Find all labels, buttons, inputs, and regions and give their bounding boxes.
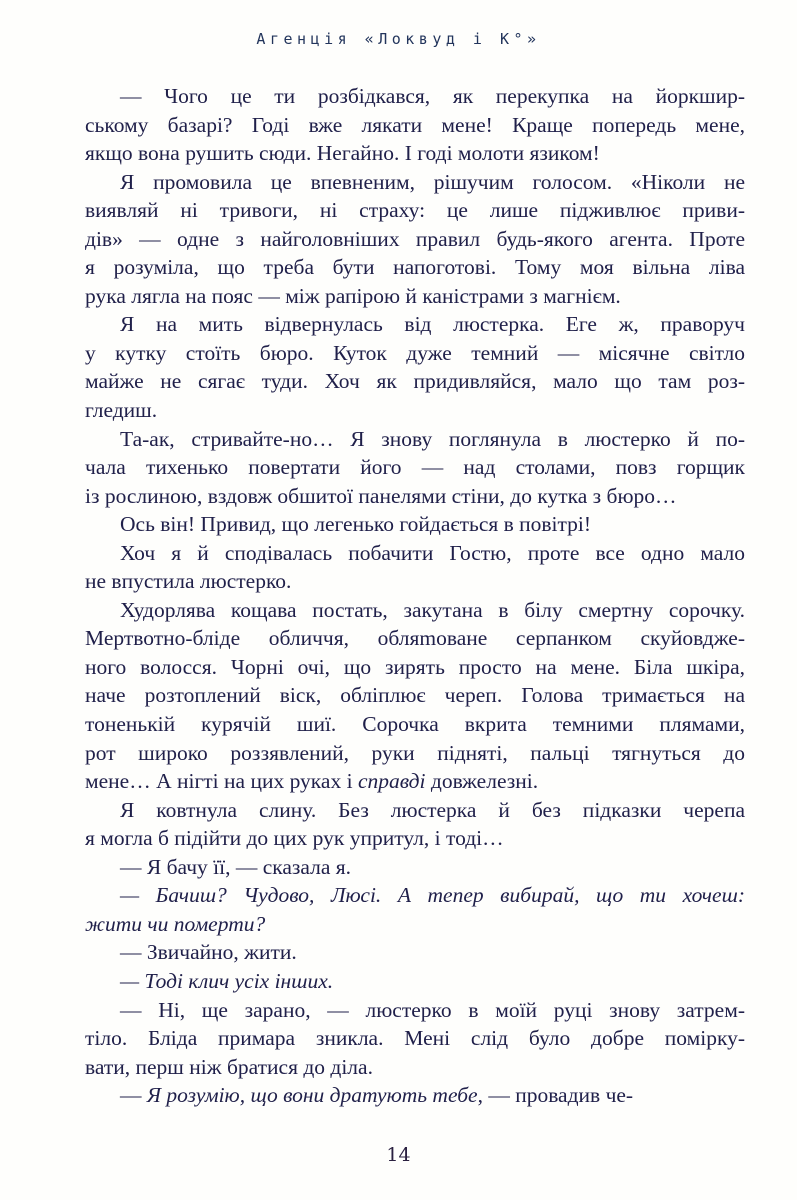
italic-text-segment: — Тоді клич усіх інших. [120,968,334,993]
text-line [85,853,745,882]
text-segment: наче розтоплений віск, обліплює череп. Голова тримається на [85,683,745,708]
text-segment: Худорлява кощава постать, закутана в білу смертну сорочку. [120,597,745,622]
text-segment: вати, перш ніж братися до діла. [85,1054,373,1079]
text-segment: Та-ак, стривайте-но… Я знову поглянула в люстерко й по- [120,426,745,451]
text-line [85,111,745,140]
italic-text-segment: Я розумію, що вони дратують тебе [146,1083,478,1108]
text-segment: виявляй ні тривоги, ні страху: це лише підживлює приви- [85,198,745,223]
text-segment: Ось він! Привид, що легенько гойдається в повітрі! [120,512,592,537]
text-line [85,796,745,825]
text-segment: я могла б підійти до цих рук упритул, і тоді… [85,826,504,851]
text-segment: я розуміла, що треба бути напоготові. Тому моя вільна ліва [85,255,745,280]
text-segment: ському базарі? Годі вже лякати мене! Краще попередь мене, [85,112,745,137]
italic-text-segment: — Бачиш? Чудово, Люсі. А тепер вибирай, що ти хочеш: [120,883,745,908]
text-segment: — Чого це ти розбідкався, як перекупка на йоркшир- [120,84,745,108]
text-segment: у кутку стоїть бюро. Куток дуже темний — місячне світло [85,340,745,365]
text-line [85,596,745,625]
text-segment: дів» — одне з найголовніших правил будь-якого агента. Проте [85,226,745,251]
text-line [85,510,745,539]
text-segment: — Звичайно, жити. [120,940,297,965]
text-segment: Я на мить відвернулась від люстерка. Еге ж, праворуч [120,312,745,337]
text-segment: ного волосся. Чорні очі, що зирять просто на мене. Біла шкіра, [85,654,745,679]
text-line [85,225,745,254]
text-segment: рука лягла на пояс — між рапірою й каністрами з магнієм. [85,283,621,308]
italic-text-segment: жити чи померти? [85,911,266,936]
page-number: 14 [386,1144,411,1166]
text-line [85,139,745,168]
text-line [85,1024,745,1053]
text-line [85,681,745,710]
text-segment: Я ковтнула слину. Без люстерка й без підказки черепа [120,797,745,822]
text-line [85,996,745,1025]
text-line [85,624,745,653]
text-segment: тіло. Бліда примара зникла. Мені слід було добре помірку- [85,1026,745,1051]
text-segment: із рослиною, вздовж обшитої панелями стіни, до кутка з бюро… [85,483,677,508]
text-line [85,824,745,853]
text-segment: не впустила люстерко. [85,569,292,594]
text-line [85,567,745,596]
text-line [85,253,745,282]
text-line [85,910,745,939]
text-line [85,453,745,482]
page-text [85,82,745,1110]
text-line [85,767,745,796]
text-segment: — [120,1083,147,1108]
text-line [85,482,745,511]
running-header: Агенція «Локвуд і К°» [256,30,541,48]
text-line [85,367,745,396]
text-segment: , — провадив че- [477,1083,634,1108]
text-line [85,881,745,910]
text-line [85,396,745,425]
text-line [85,1053,745,1082]
text-line [85,710,745,739]
text-segment: гледиш. [85,398,158,423]
text-segment: якщо вона рушить сюди. Негайно. І годі молоти язиком! [85,141,600,166]
italic-text-segment: справді [357,769,426,794]
text-line [85,168,745,197]
text-segment: чала тихенько повертати його — над столами, повз горщик [85,455,745,480]
text-line [85,967,745,996]
text-segment: мене… А нігті на цих руках і [85,769,358,794]
text-line [85,739,745,768]
text-line [85,310,745,339]
text-line [85,938,745,967]
text-line [85,539,745,568]
text-segment: Мертвотно-бліде обличчя, обляmoване серпанком скуйовдже- [85,626,745,651]
text-line [85,282,745,311]
text-line [85,425,745,454]
text-segment: тоненькій курячій шиї. Сорочка вкрита темними плямами, [85,712,745,737]
text-line [85,339,745,368]
text-segment: Я промовила це впевненим, рішучим голосом. «Ніколи не [120,169,745,194]
text-line [85,82,745,111]
text-segment: майже не сягає туди. Хоч як придивляйся, мало що там роз- [85,369,745,394]
text-line [85,196,745,225]
text-segment: Хоч я й сподівалась побачити Гостю, проте все одно мало [120,540,745,565]
text-line [85,653,745,682]
text-segment: довжелезні. [425,769,539,794]
text-segment: — Я бачу її, — сказала я. [120,854,352,879]
text-segment: — Ні, ще зарано, — люстерко в моїй руці знову затрем- [120,997,745,1022]
text-segment: рот широко роззявлений, руки підняті, пальці тягнуться до [85,740,745,765]
text-line [85,1081,745,1110]
